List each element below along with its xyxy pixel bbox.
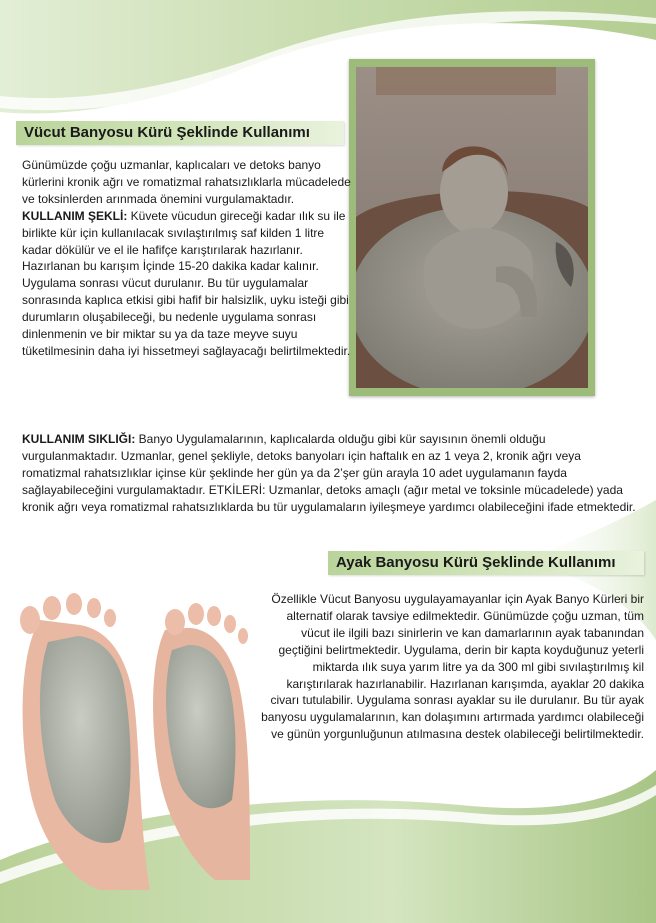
section1-body: [22, 157, 354, 360]
section1-frequency: [22, 431, 642, 516]
usage-label: KULLANIM ŞEKLİ:: [22, 208, 128, 223]
section1-heading: Vücut Banyosu Kürü Şeklinde Kullanımı: [16, 121, 344, 145]
usage-text: Küvete vücudun gireceği kadar ılık su ile birlikte kür için kullanılacak sıvılaştırılmış saf kilden 1 litre kadar dökülür ve el ile hafifçe karıştırılarak hazırlanır. Hazırlanan bu karışım İçinde 15-20 dakika kadar kalınır. Uygulama sonrası vücut durulanır. Bu tür uygulamalar sonrasında kaplıca etkisi gibi hafif bir halsizlik, uyku isteği gibi durumların oluşabileceği, bu nedenle uygulama sonrası dinlenmenin ve bir miktar su ya da taze meyve suyu tüketilmesinin daha iyi hissetmeyi sağlayacağı belirtilmektedir.: [22, 208, 351, 358]
mud-bath-photo: [356, 67, 588, 388]
frequency-label: KULLANIM SIKLIĞI:: [22, 432, 136, 446]
section1-intro: Günümüzde çoğu uzmanlar, kaplıcaları ve detoks banyo kürlerini kronik ağrı ve romatizmal rahatsızlıklarla mücadelede ve toksinlerden arınmada önemini vurgulamaktadır.: [22, 158, 351, 206]
frequency-text: Banyo Uygulamalarının, kaplıcalarda olduğu gibi kür sayısının önemli olduğu vurgulanmaktadır. Uzmanlar, genel şekliyle, detoks banyoları için haftalık en az 1 veya 2, kronik ağrı veya romatizmal rahatsızlıklar içinse kür şeklinde her gün ya da 2’şer gün arayla 10 adet uygulamanın fayda sağlayabileceğini vurgulamaktadır. ETKİLERİ: Uzmanlar, detoks amaçlı (ağır metal ve toksinle mücadelede) yada kronik ağrı veya romatizmal rahatsızlıklarda bu tür uygulamaların iyileşmeye yardımcı olabileceğini ifade etmektedir.: [22, 432, 636, 514]
section2-heading: Ayak Banyosu Kürü Şeklinde Kullanımı: [328, 551, 644, 575]
section2-body: [258, 591, 644, 743]
section1-usage: [22, 208, 354, 360]
section2-text: Özellikle Vücut Banyosu uygulayamayanlar için Ayak Banyo Kürleri bir alternatif olarak tavsiye edilmektedir. Günümüzde çoğu uzman, tüm vücut ile ilgili bazı sinirlerin ve kan damarlarının ayak tabanından geçtiğini belirtmektedir. Uygulama, derin bir kapta koyduğunuz yeterli miktarda ılık suya yarım litre ya da 300 ml gibi sıvılaştırılmış kil karıştırılarak hazırlanabilir. Hazırlanan karışımda, ayaklar 20 dakika civarı tutulabilir. Uygulama sonrası ayaklar su ile durulanır. Bu tür ayak banyosu uygulamalarının, kan dolaşımını artırmada yardımcı olabileceği ve günün yorgunluğunun atılmasına destek olabileceği belirtilmektedir.: [261, 592, 644, 742]
clay-feet-photo: [0, 590, 290, 890]
